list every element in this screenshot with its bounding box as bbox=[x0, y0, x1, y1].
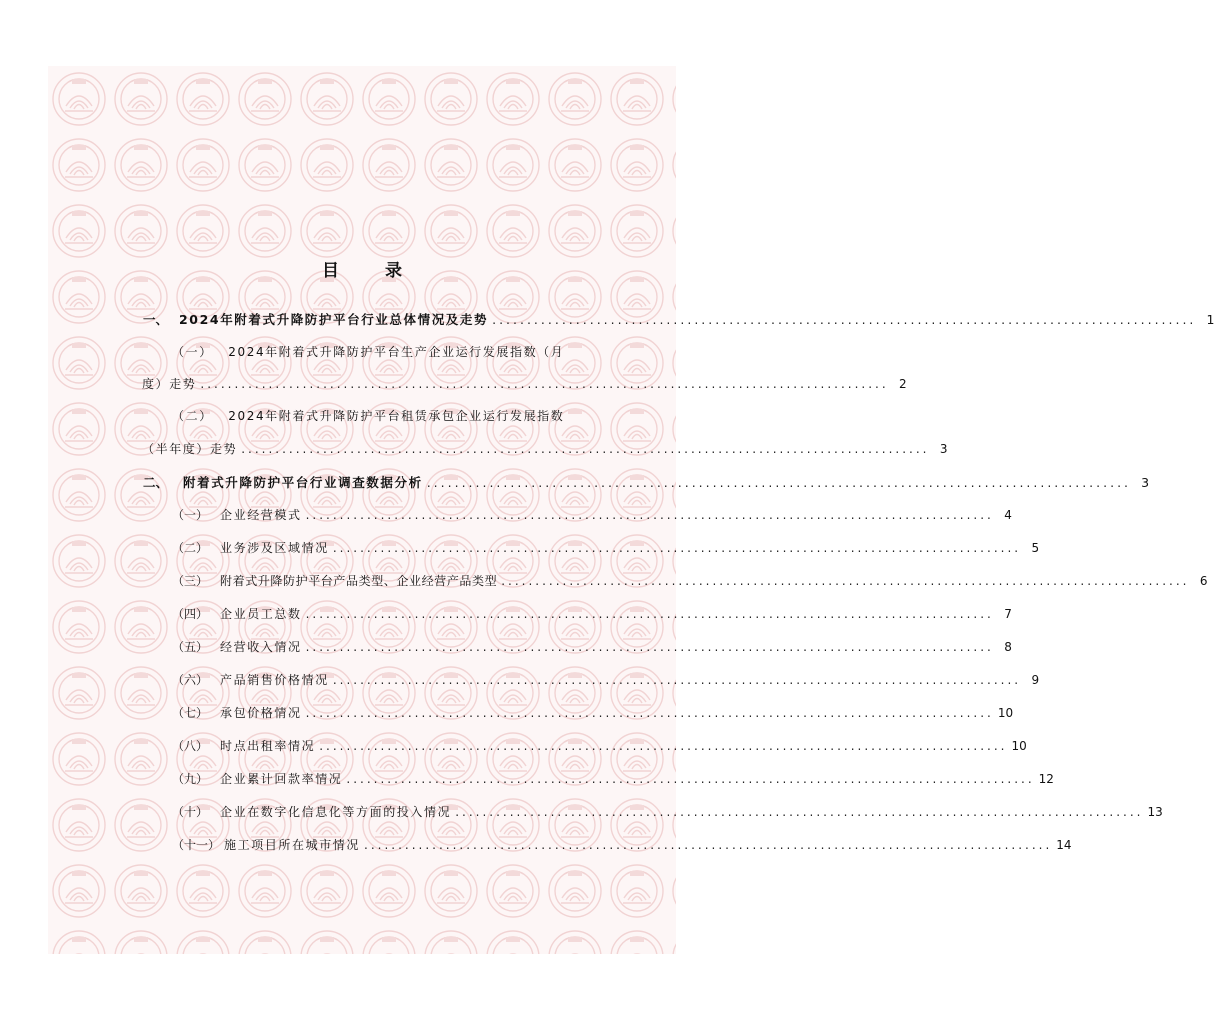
toc-title: 目 录 bbox=[322, 261, 422, 281]
toc-page-number: 3 bbox=[939, 442, 948, 456]
toc-entry-text: 时点出租率情况 bbox=[220, 739, 316, 753]
toc-entry-text: （半年度）走势 bbox=[142, 442, 238, 456]
toc-entry-text: 企业经营模式 bbox=[220, 508, 302, 522]
toc-entry-number: （二） bbox=[172, 541, 209, 555]
toc-entry-number: （九） bbox=[172, 772, 209, 786]
table-of-contents bbox=[48, 66, 1214, 954]
toc-page-number: 4 bbox=[1004, 508, 1012, 522]
toc-entry-2-10[interactable] bbox=[172, 803, 1163, 820]
toc-entry-2-2[interactable] bbox=[172, 539, 1040, 556]
toc-page-number: 14 bbox=[1056, 838, 1072, 852]
toc-entry-2-1[interactable] bbox=[172, 506, 1012, 523]
toc-entry-2-9[interactable] bbox=[172, 770, 1054, 787]
toc-entry-text: 业务涉及区域情况 bbox=[220, 541, 329, 555]
toc-entry-number: （七） bbox=[172, 706, 209, 720]
toc-page-number: 13 bbox=[1147, 805, 1163, 819]
toc-entry-number: （三） bbox=[172, 574, 209, 588]
toc-page-number: 6 bbox=[1199, 574, 1208, 588]
toc-entry-number: （十） bbox=[172, 805, 209, 819]
toc-leader-dots: ..................................................................................................... bbox=[426, 475, 1132, 490]
toc-leader-dots: ..................................................................................................... bbox=[319, 739, 1008, 753]
toc-leader-dots: ..................................................................................................... bbox=[492, 312, 1197, 327]
toc-entry-1-1-line1[interactable] bbox=[172, 343, 564, 360]
toc-entry-2[interactable] bbox=[143, 473, 1150, 491]
toc-entry-text: 2024年附着式升降防护平台行业总体情况及走势 bbox=[179, 312, 489, 327]
toc-entry-2-4[interactable] bbox=[172, 605, 1012, 622]
toc-entry-1-2-line1[interactable] bbox=[172, 407, 564, 424]
toc-entry-number: （二） bbox=[172, 409, 213, 423]
toc-entry-2-7[interactable] bbox=[172, 704, 1014, 721]
toc-entry-1[interactable] bbox=[143, 310, 1214, 328]
toc-page-number: 8 bbox=[1004, 640, 1012, 654]
toc-entry-text: 企业在数字化信息化等方面的投入情况 bbox=[220, 805, 452, 819]
toc-entry-text: 承包价格情况 bbox=[220, 706, 302, 720]
toc-page-number: 10 bbox=[997, 706, 1014, 720]
toc-entry-number: （四） bbox=[172, 607, 209, 621]
toc-entry-number: （八） bbox=[172, 739, 209, 753]
toc-leader-dots: ..................................................................................................... bbox=[305, 706, 994, 720]
toc-leader-dots: ..................................................................................................... bbox=[501, 574, 1190, 588]
toc-entry-number: （一） bbox=[172, 345, 213, 359]
toc-entry-2-3[interactable] bbox=[172, 572, 1208, 589]
toc-page-number: 9 bbox=[1031, 673, 1040, 687]
toc-entry-number: （五） bbox=[172, 640, 209, 654]
toc-leader-dots: ..................................................................................................... bbox=[305, 640, 994, 654]
toc-page-number: 5 bbox=[1031, 541, 1040, 555]
toc-entry-2-8[interactable] bbox=[172, 737, 1027, 754]
toc-leader-dots: ..................................................................................................... bbox=[455, 805, 1144, 819]
toc-entry-text: 2024年附着式升降防护平台租赁承包企业运行发展指数 bbox=[228, 409, 565, 423]
toc-entry-text: 2024年附着式升降防护平台生产企业运行发展指数（月 bbox=[228, 345, 565, 359]
toc-leader-dots: ..................................................................................................... bbox=[241, 442, 930, 456]
toc-entry-1-2-line2[interactable] bbox=[142, 440, 948, 457]
document-page bbox=[48, 66, 1214, 954]
toc-entry-2-6[interactable] bbox=[172, 671, 1040, 688]
toc-entry-text: 企业员工总数 bbox=[220, 607, 302, 621]
toc-leader-dots: ..................................................................................................... bbox=[332, 541, 1022, 555]
toc-entry-text: 度）走势 bbox=[142, 377, 197, 391]
toc-entry-number: 二、 bbox=[143, 475, 169, 490]
toc-leader-dots: ..................................................................................................... bbox=[200, 377, 889, 391]
toc-entry-number: （一） bbox=[172, 508, 209, 522]
toc-entry-text: 企业累计回款率情况 bbox=[220, 772, 343, 786]
toc-page-number: 10 bbox=[1011, 739, 1027, 753]
toc-page-number: 3 bbox=[1141, 475, 1150, 490]
toc-leader-dots: ..................................................................................................... bbox=[332, 673, 1022, 687]
toc-leader-dots: ..................................................................................................... bbox=[305, 607, 994, 621]
toc-entry-number: 一、 bbox=[143, 312, 169, 327]
toc-leader-dots: ..................................................................................................... bbox=[346, 772, 1035, 786]
toc-entry-number: （六） bbox=[172, 673, 209, 687]
toc-entry-text: 附着式升降防护平台产品类型、企业经营产品类型 bbox=[220, 574, 498, 588]
toc-entry-2-11[interactable] bbox=[172, 836, 1072, 853]
toc-leader-dots: ..................................................................................................... bbox=[364, 838, 1053, 852]
toc-page-number: 2 bbox=[899, 377, 907, 391]
toc-entry-2-5[interactable] bbox=[172, 638, 1012, 655]
toc-page-number: 7 bbox=[1004, 607, 1012, 621]
toc-entry-text: 经营收入情况 bbox=[220, 640, 302, 654]
toc-entry-text: 产品销售价格情况 bbox=[220, 673, 329, 687]
toc-entry-1-1-line2[interactable] bbox=[142, 375, 907, 392]
toc-page-number: 1 bbox=[1206, 312, 1214, 327]
toc-entry-text: 施工项目所在城市情况 bbox=[224, 838, 361, 852]
toc-page-number: 12 bbox=[1038, 772, 1054, 786]
toc-leader-dots: ..................................................................................................... bbox=[305, 508, 994, 522]
toc-entry-text: 附着式升降防护平台行业调查数据分析 bbox=[183, 475, 423, 490]
toc-entry-number: （十一） bbox=[172, 838, 221, 852]
